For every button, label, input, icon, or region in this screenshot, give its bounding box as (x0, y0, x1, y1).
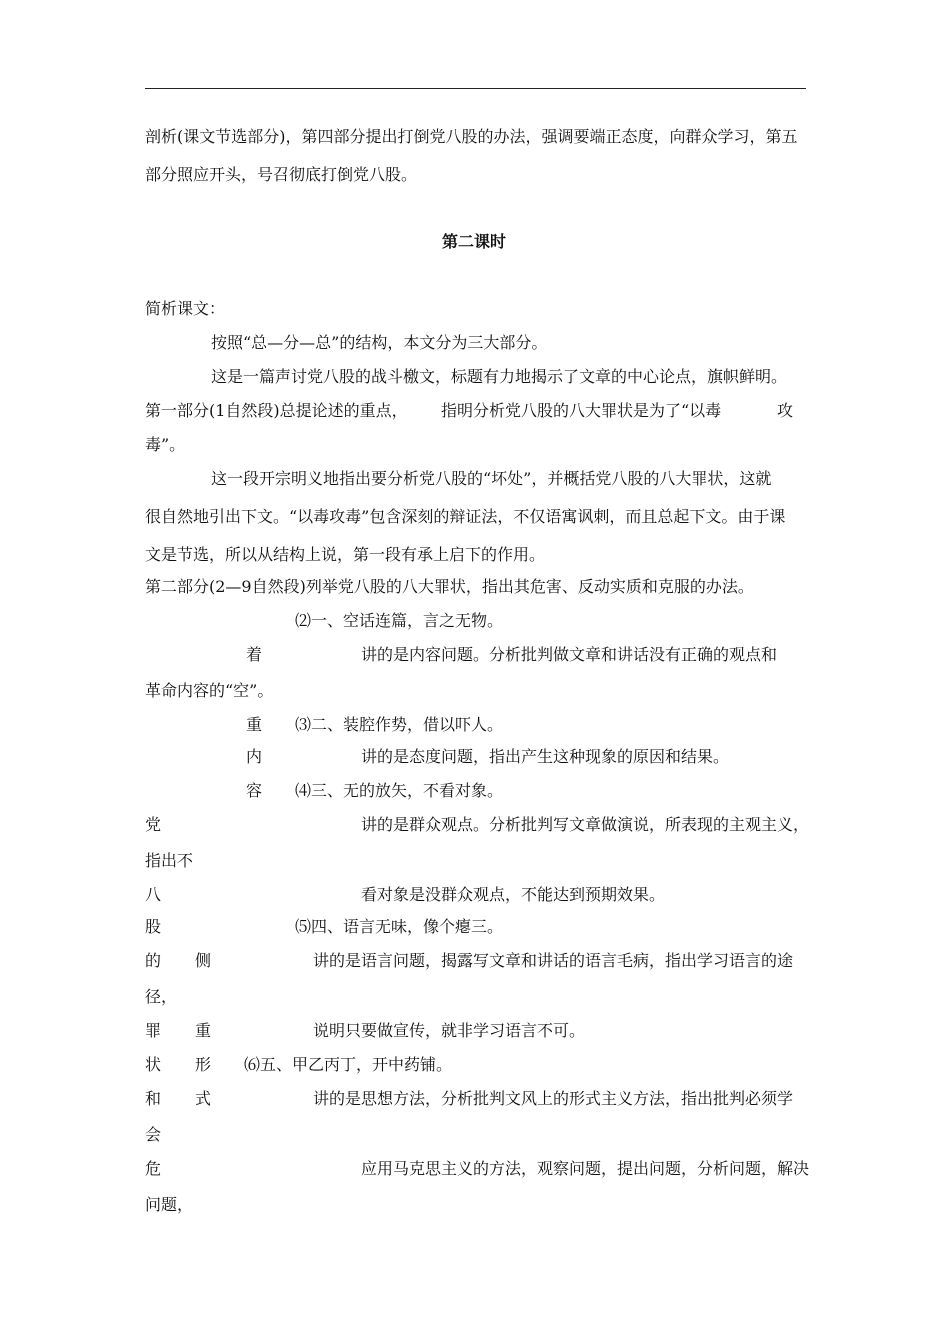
outline-desc: 讲的是态度问题，指出产生这种现象的原因和结果。 (361, 747, 730, 766)
bracket-char: 着 (246, 645, 263, 664)
outline-item: ⑸四、语言无味，像个瘪三。 (295, 917, 504, 936)
paragraph-line: 简析课文： (145, 299, 226, 318)
outline-desc: 问题， (145, 1195, 194, 1214)
bracket-char: 重 (195, 1021, 212, 1040)
outline-desc: 说明只要做宣传，就非学习语言不可。 (313, 1021, 586, 1040)
outline-item: ⑹五、甲乙丙丁，开中药铺。 (244, 1055, 453, 1074)
bracket-char: 内 (246, 747, 263, 766)
paragraph-line: 这是一篇声讨党八股的战斗檄文，标题有力地揭示了文章的中心论点，旗帜鲜明。 (211, 367, 788, 386)
paragraph-line: 很自然地引出下文。“以毒攻毒”包含深刻的辩证法，不仅语寓讽刺，而且总起下文。由于课 (145, 507, 786, 526)
paragraph-line: 剖析(课文节选部分)，第四部分提出打倒党八股的办法，强调要端正态度，向群众学习，第五 (145, 127, 798, 146)
outline-desc: 讲的是思想方法，分析批判文风上的形式主义方法，指出批判必须学 (313, 1089, 794, 1108)
paragraph-line: 第二部分(2—9自然段)列举党八股的八大罪状，指出其危害、反动实质和克服的办法。 (145, 577, 754, 596)
paragraph-line: 按照“总—分—总”的结构，本文分为三大部分。 (211, 333, 548, 352)
paragraph-line: 部分照应开头，号召彻底打倒党八股。 (145, 165, 418, 184)
bracket-char: 重 (246, 715, 263, 734)
outline-item: ⑵一、空话连篇，言之无物。 (295, 611, 504, 630)
bracket-char: 和 (145, 1089, 162, 1108)
bracket-char: 的 (145, 951, 162, 970)
outline-desc: 讲的是内容问题。分析批判做文章和讲话没有正确的观点和 (361, 645, 778, 664)
bracket-char: 形 (195, 1055, 212, 1074)
outline-item: ⑶二、装腔作势，借以吓人。 (295, 715, 504, 734)
section-title: 第二课时 (442, 232, 507, 251)
paragraph-line: 第一部分(1自然段)总提论述的重点， (145, 401, 408, 420)
outline-desc: 讲的是语言问题，揭露写文章和讲话的语言毛病，指出学习语言的途 (313, 951, 794, 970)
bracket-char: 容 (246, 781, 263, 800)
paragraph-line: 毒”。 (145, 435, 186, 454)
outline-desc: 应用马克思主义的方法，观察问题，提出问题，分析问题，解决 (361, 1159, 810, 1178)
outline-desc: 指出不 (145, 851, 194, 870)
outline-desc: 革命内容的“空”。 (145, 681, 274, 700)
outline-desc: 讲的是群众观点。分析批判写文章做演说，所表现的主观主义， (361, 815, 810, 834)
bracket-char: 八 (145, 885, 162, 904)
outline-desc: 看对象是没群众观点，不能达到预期效果。 (361, 885, 666, 904)
paragraph-line: 这一段开宗明义地指出要分析党八股的“坏处”，并概括党八股的八大罪状，这就 (211, 469, 772, 488)
bracket-char: 危 (145, 1159, 162, 1178)
paragraph-line: 指明分析党八股的八大罪状是为了“以毒 (441, 401, 722, 420)
bracket-char: 式 (195, 1089, 212, 1108)
outline-item: ⑷三、无的放矢，不看对象。 (295, 781, 504, 800)
outline-desc: 径， (145, 987, 178, 1006)
bracket-char: 党 (145, 815, 162, 834)
paragraph-line: 攻 (777, 401, 794, 420)
paragraph-line: 文是节选，所以从结构上说，第一段有承上启下的作用。 (145, 545, 546, 564)
bracket-char: 股 (145, 917, 162, 936)
bracket-char: 状 (145, 1055, 162, 1074)
outline-desc: 会 (145, 1125, 162, 1144)
header-rule (145, 88, 806, 89)
bracket-char: 罪 (145, 1021, 162, 1040)
bracket-char: 侧 (195, 951, 212, 970)
